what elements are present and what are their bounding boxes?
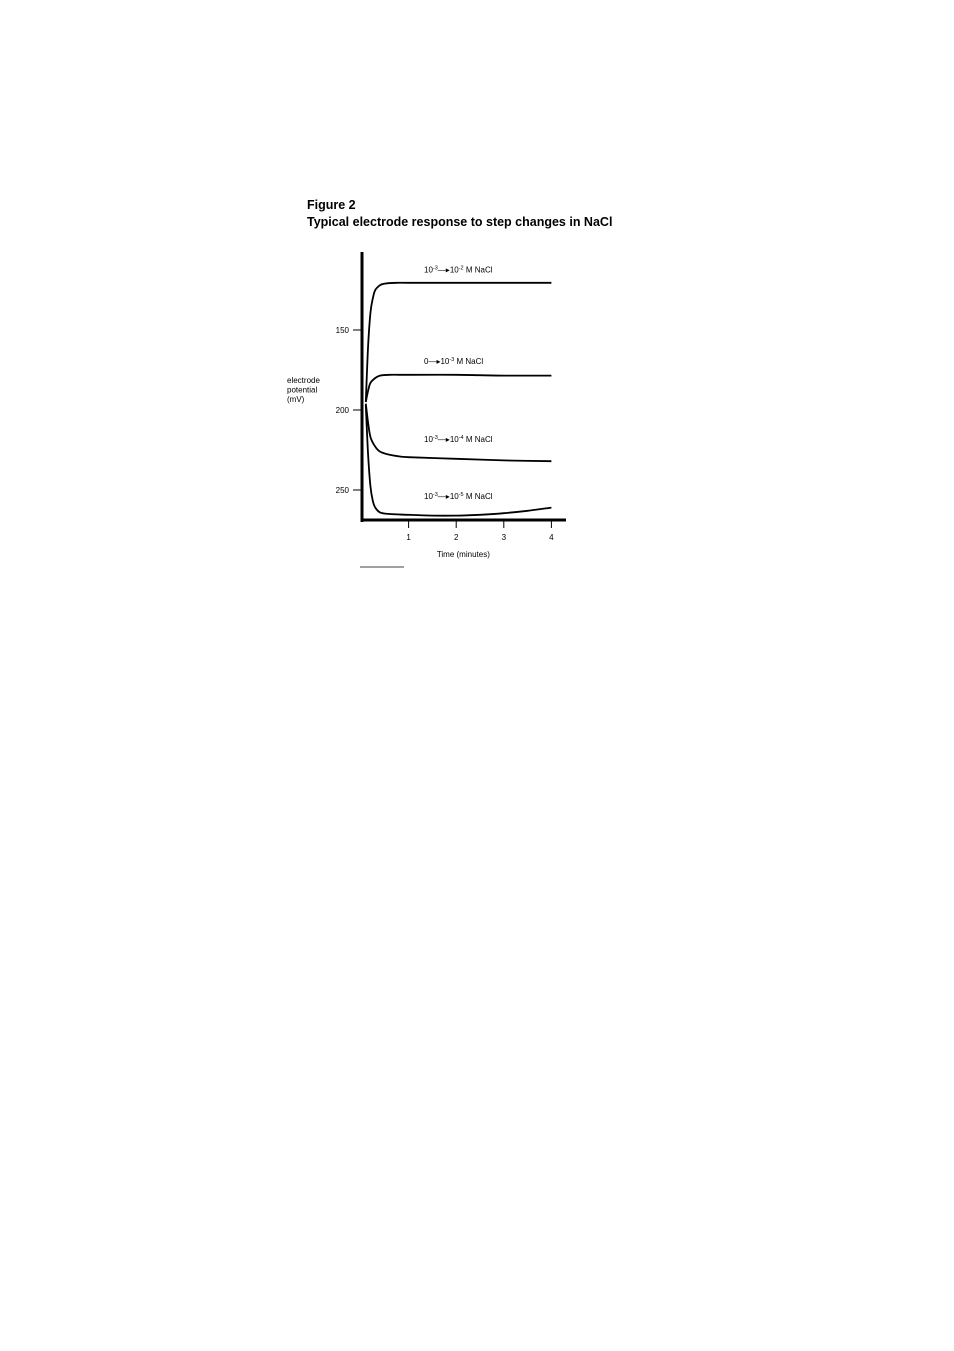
chart-axes xyxy=(361,252,566,522)
series-line-3 xyxy=(366,404,552,462)
series-line-2 xyxy=(366,375,552,402)
y-ticks xyxy=(336,326,361,495)
figure-number: Figure 2 xyxy=(307,198,356,212)
y-tick-label: 200 xyxy=(335,406,349,415)
x-tick-label: 1 xyxy=(406,533,411,542)
x-axis-label: Time (minutes) xyxy=(436,550,490,559)
series-lines xyxy=(366,283,552,516)
y-axis-label xyxy=(287,376,320,404)
series-label-4: $10^{-3}—▸10^{-5}$ M NaCl xyxy=(424,491,493,501)
series-label-2: $0—▸10^{-3}$ M NaCl xyxy=(424,356,484,366)
series-labels xyxy=(424,266,493,501)
y-axis-label-line: potential xyxy=(287,385,318,395)
y-tick-label: 250 xyxy=(335,486,349,495)
y-axis-label-line: (mV) xyxy=(287,395,305,404)
x-tick-label: 2 xyxy=(453,533,459,542)
x-ticks xyxy=(406,521,554,542)
y-tick-label: 150 xyxy=(335,326,349,335)
x-tick-label: 4 xyxy=(549,533,554,542)
series-label-1: $10^{-3}—▸10^{-2}$ M NaCl xyxy=(424,265,493,275)
figure-title: Typical electrode response to step changes in NaCl xyxy=(307,215,613,229)
series-line-1 xyxy=(366,283,552,402)
series-label-3: $10^{-3}—▸10^{-4}$ M NaCl xyxy=(424,434,493,444)
y-axis-label-line: electrode xyxy=(287,376,320,385)
x-tick-label: 3 xyxy=(501,533,507,542)
